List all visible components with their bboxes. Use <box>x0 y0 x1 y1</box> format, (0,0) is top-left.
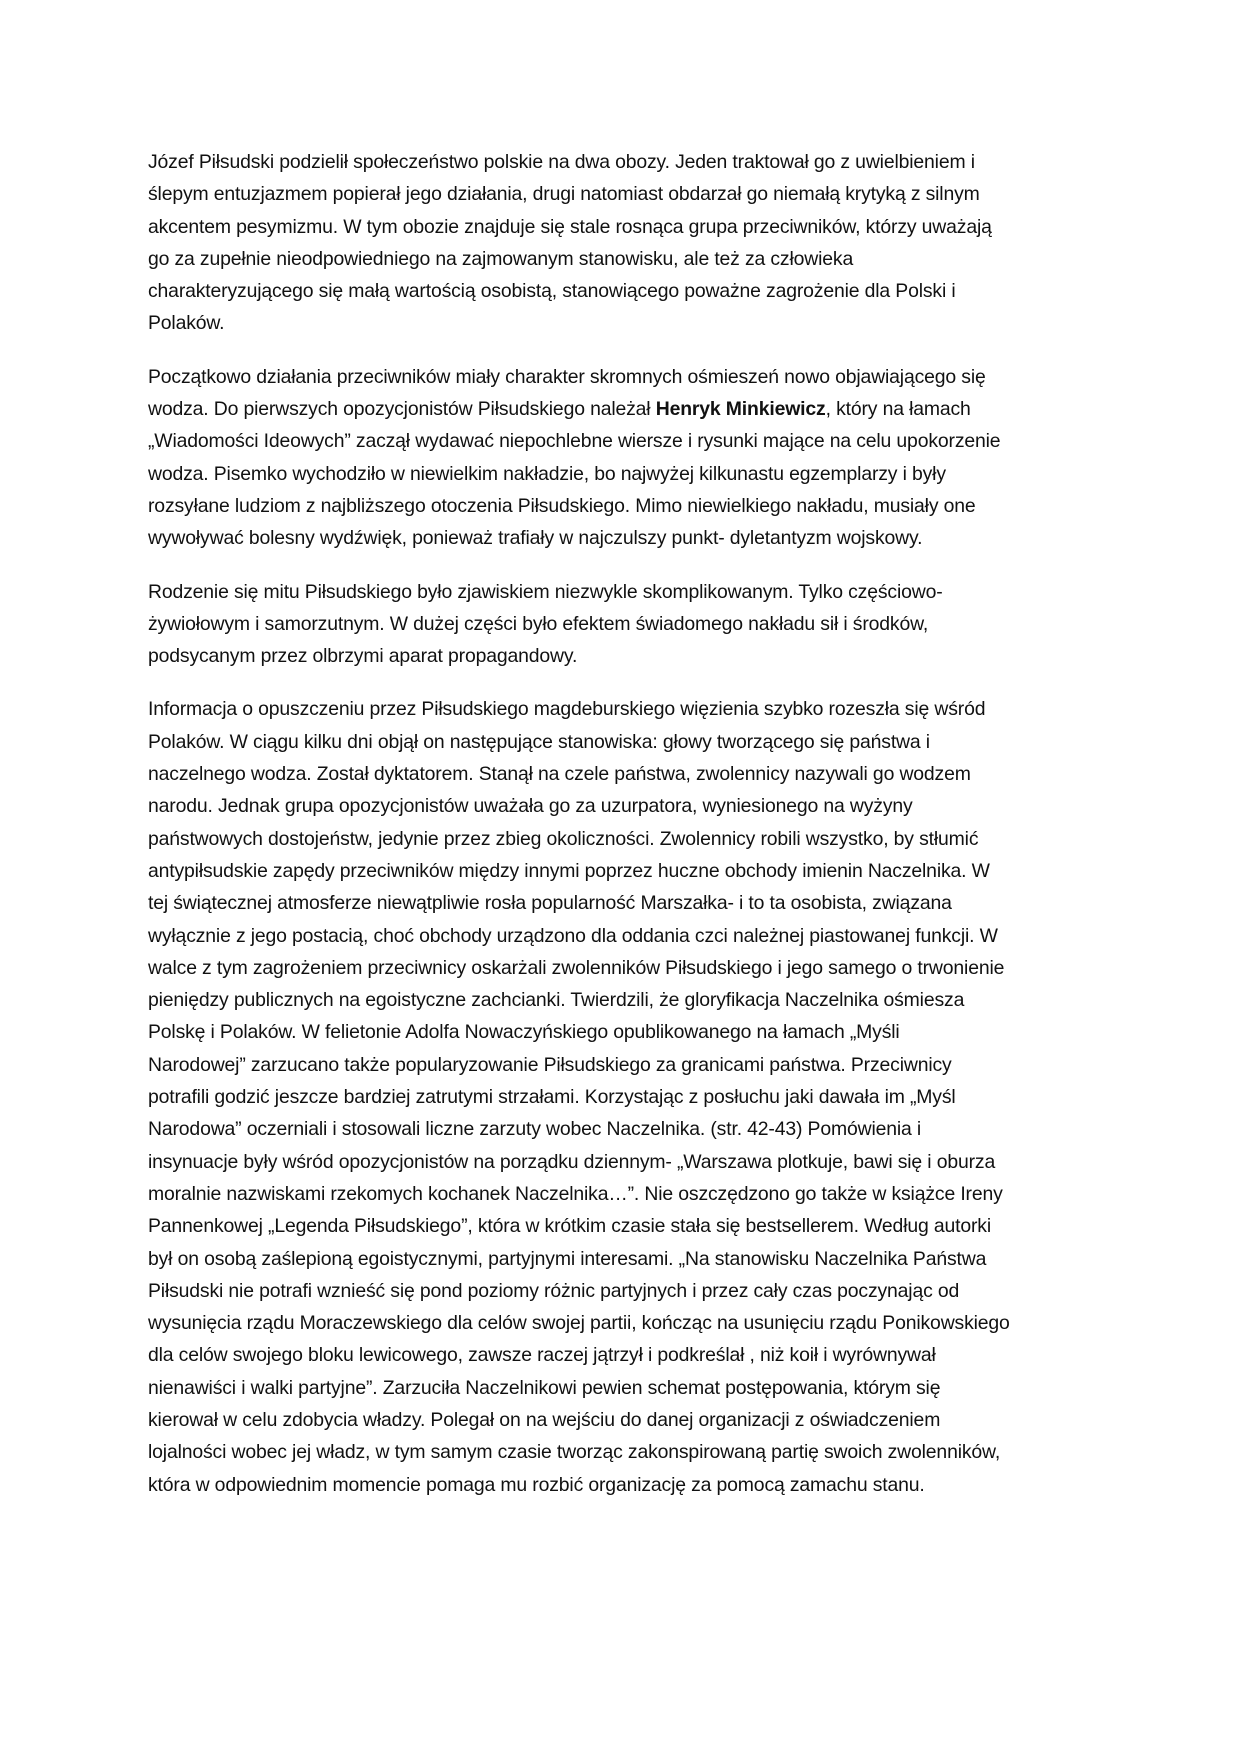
text-segment: wyłącznie z jego postacią, choć obchody urządzono dla oddania czci należnej piastowanej funkcji. W <box>148 924 998 947</box>
text-segment: żywiołowym i samorzutnym. W dużej części było efektem świadomego nakładu sił i środków, <box>148 612 929 635</box>
text-segment: Polaków. <box>148 312 225 335</box>
text-line <box>148 640 1093 672</box>
text-line <box>148 1307 1093 1339</box>
text-line <box>148 1210 1093 1242</box>
text-segment: Rodzenie się mitu Piłsudskiego było zjawiskiem niezwykle skomplikowanym. Tylko częściowo- <box>148 580 943 603</box>
text-line <box>148 1436 1093 1468</box>
text-segment: Józef Piłsudski podzielił społeczeństwo polskie na dwa obozy. Jeden traktował go z uwielbieniem i <box>148 151 975 173</box>
paragraph <box>148 693 1093 1500</box>
text-line <box>148 1404 1093 1436</box>
text-line <box>148 1049 1093 1081</box>
text-line <box>148 608 1093 640</box>
text-line <box>148 576 1093 608</box>
text-segment: potrafili godzić jeszcze bardziej zatrutymi strzałami. Korzystając z posłuchu jaki dawała im „Myśl <box>148 1086 956 1109</box>
text-line <box>148 790 1093 822</box>
text-segment: walce z tym zagrożeniem przeciwnicy oskarżali zwolenników Piłsudskiego i jego samego o trwonienie <box>148 956 1005 979</box>
text-line <box>148 855 1093 887</box>
text-segment: ślepym entuzjazmem popierał jego działania, drugi natomiast obdarzał go niemałą krytyką z silnym <box>148 183 980 206</box>
text-line <box>148 1243 1093 1275</box>
text-line <box>148 952 1093 984</box>
text-line <box>148 1469 1093 1501</box>
text-line <box>148 425 1093 457</box>
text-segment: pieniędzy publicznych na egoistyczne zachcianki. Twierdzili, że gloryfikacja Naczelnika ośmiesza <box>148 989 965 1012</box>
text-line <box>148 243 1093 275</box>
text-line <box>148 693 1093 725</box>
text-segment: go za zupełnie nieodpowiedniego na zajmowanym stanowisku, ale też za człowieka <box>148 247 854 270</box>
text-segment: Narodowa” oczerniali i stosowali liczne zarzuty wobec Naczelnika. (str. 42-43) Pomówienia i <box>148 1118 922 1141</box>
text-line <box>148 920 1093 952</box>
text-segment: antypiłsudskie zapędy przeciwników między innymi poprzez huczne obchody imienin Naczelnika. W <box>148 859 990 882</box>
text-segment: kierował w celu zdobycia władzy. Polegał on na wejściu do danej organizacji z oświadczeniem <box>148 1408 941 1431</box>
text-segment: Polskę i Polaków. W felietonie Adolfa Nowaczyńskiego opublikowanego na łamach „Myśli <box>148 1021 900 1044</box>
text-segment: akcentem pesymizmu. W tym obozie znajduje się stale rosnąca grupa przeciwników, którzy uważają <box>148 215 992 238</box>
text-line <box>148 1113 1093 1145</box>
text-segment: był on osobą zaślepioną egoistycznymi, partyjnymi interesami. „Na stanowisku Naczelnika Państwa <box>148 1247 987 1270</box>
text-segment: naczelnego wodza. Został dyktatorem. Stanął na czele państwa, zwolennicy nazywali go wodzem <box>148 763 971 786</box>
text-segment: Narodowej” zarzucano także popularyzowanie Piłsudskiego za granicami państwa. Przeciwnicy <box>148 1053 952 1076</box>
text-line <box>148 458 1093 490</box>
text-segment: insynuacje były wśród opozycjonistów na porządku dziennym- „Warszawa plotkuje, bawi się i oburza <box>148 1150 996 1173</box>
text-segment: moralnie nazwiskami rzekomych kochanek Naczelnika…”. Nie oszczędzono go także w książce Ireny <box>148 1182 1003 1205</box>
text-line <box>148 393 1093 425</box>
text-line <box>148 211 1093 243</box>
text-line <box>148 758 1093 790</box>
bold-name: Henryk Minkiewicz <box>655 398 826 421</box>
text-segment: Piłsudski nie potrafi wznieść się pond poziomy różnic partyjnych i przez cały czas poczynając od <box>148 1279 960 1302</box>
text-line <box>148 726 1093 758</box>
text-segment: charakteryzującego się małą wartością osobistą, stanowiącego poważne zagrożenie dla Polski i <box>148 280 956 303</box>
text-line <box>148 522 1093 554</box>
text-segment: dla celów swojego bloku lewicowego, zawsze raczej jątrzył i podkreślał , niż koił i wyrównywał <box>148 1344 936 1367</box>
text-segment: która w odpowiednim momencie pomaga mu rozbić organizację za pomocą zamachu stanu. <box>148 1473 925 1496</box>
text-segment: Informacja o opuszczeniu przez Piłsudskiego magdeburskiego więzienia szybko rozeszła się wśród <box>148 698 986 721</box>
text-line <box>148 1081 1093 1113</box>
text-segment: Pannenkowej „Legenda Piłsudskiego”, która w krótkim czasie stała się bestsellerem. Według autorki <box>148 1215 992 1238</box>
text-segment: podsycanym przez olbrzymi aparat propagandowy. <box>148 645 578 668</box>
text-segment: nienawiści i walki partyjne”. Zarzuciła Naczelnikowi pewien schemat postępowania, którym się <box>148 1376 941 1399</box>
text-segment: Polaków. W ciągu kilku dni objął on następujące stanowiska: głowy tworzącego się państwa i <box>148 730 930 753</box>
text-line <box>148 1016 1093 1048</box>
text-line <box>148 1275 1093 1307</box>
text-line <box>148 146 1093 178</box>
text-segment: wodza. Pisemko wychodziło w niewielkim nakładzie, bo najwyżej kilkunastu egzemplarzy i były <box>148 462 946 485</box>
text-line <box>148 490 1093 522</box>
text-segment: tej świątecznej atmosferze niewątpliwie rosła popularność Marszałka- i to ta osobista, związana <box>148 892 952 915</box>
text-line <box>148 1146 1093 1178</box>
text-segment: wysunięcia rządu Moraczewskiego dla celów swojej partii, kończąc na usunięciu rządu Ponikowskiego <box>148 1312 1010 1335</box>
text-line <box>148 178 1093 210</box>
text-segment: państwowych dostojeństw, jedynie przez zbieg okoliczności. Zwolennicy robili wszystko, by stłumić <box>148 827 979 850</box>
text-segment: , który na łamach <box>825 398 971 421</box>
document-page <box>148 146 1093 1522</box>
paragraph <box>148 576 1093 673</box>
text-line <box>148 361 1093 393</box>
text-segment: Początkowo działania przeciwników miały charakter skromnych ośmieszeń nowo objawiającego się <box>148 365 986 388</box>
text-segment: lojalności wobec jej władz, w tym samym czasie tworząc zakonspirowaną partię swoich zwolenników, <box>148 1441 1001 1464</box>
text-line <box>148 887 1093 919</box>
paragraph <box>148 146 1093 340</box>
text-segment: rozsyłane ludziom z najbliższego otoczenia Piłsudskiego. Mimo niewielkiego nakładu, musiały one <box>148 494 976 517</box>
text-segment: „Wiadomości Ideowych” zaczął wydawać niepochlebne wiersze i rysunki mające na celu upokorzenie <box>148 430 1001 453</box>
text-line <box>148 307 1093 339</box>
text-line <box>148 823 1093 855</box>
text-segment: wywoływać bolesny wydźwięk, ponieważ trafiały w najczulszy punkt- dyletantyzm wojskowy. <box>148 527 923 550</box>
text-line <box>148 1178 1093 1210</box>
text-segment: wodza. Do pierwszych opozycjonistów Piłsudskiego należał <box>148 398 656 421</box>
paragraph <box>148 361 1093 555</box>
text-line <box>148 1339 1093 1371</box>
text-segment: narodu. Jednak grupa opozycjonistów uważała go za uzurpatora, wyniesionego na wyżyny <box>148 795 913 818</box>
text-line <box>148 1372 1093 1404</box>
text-line <box>148 984 1093 1016</box>
text-line <box>148 275 1093 307</box>
